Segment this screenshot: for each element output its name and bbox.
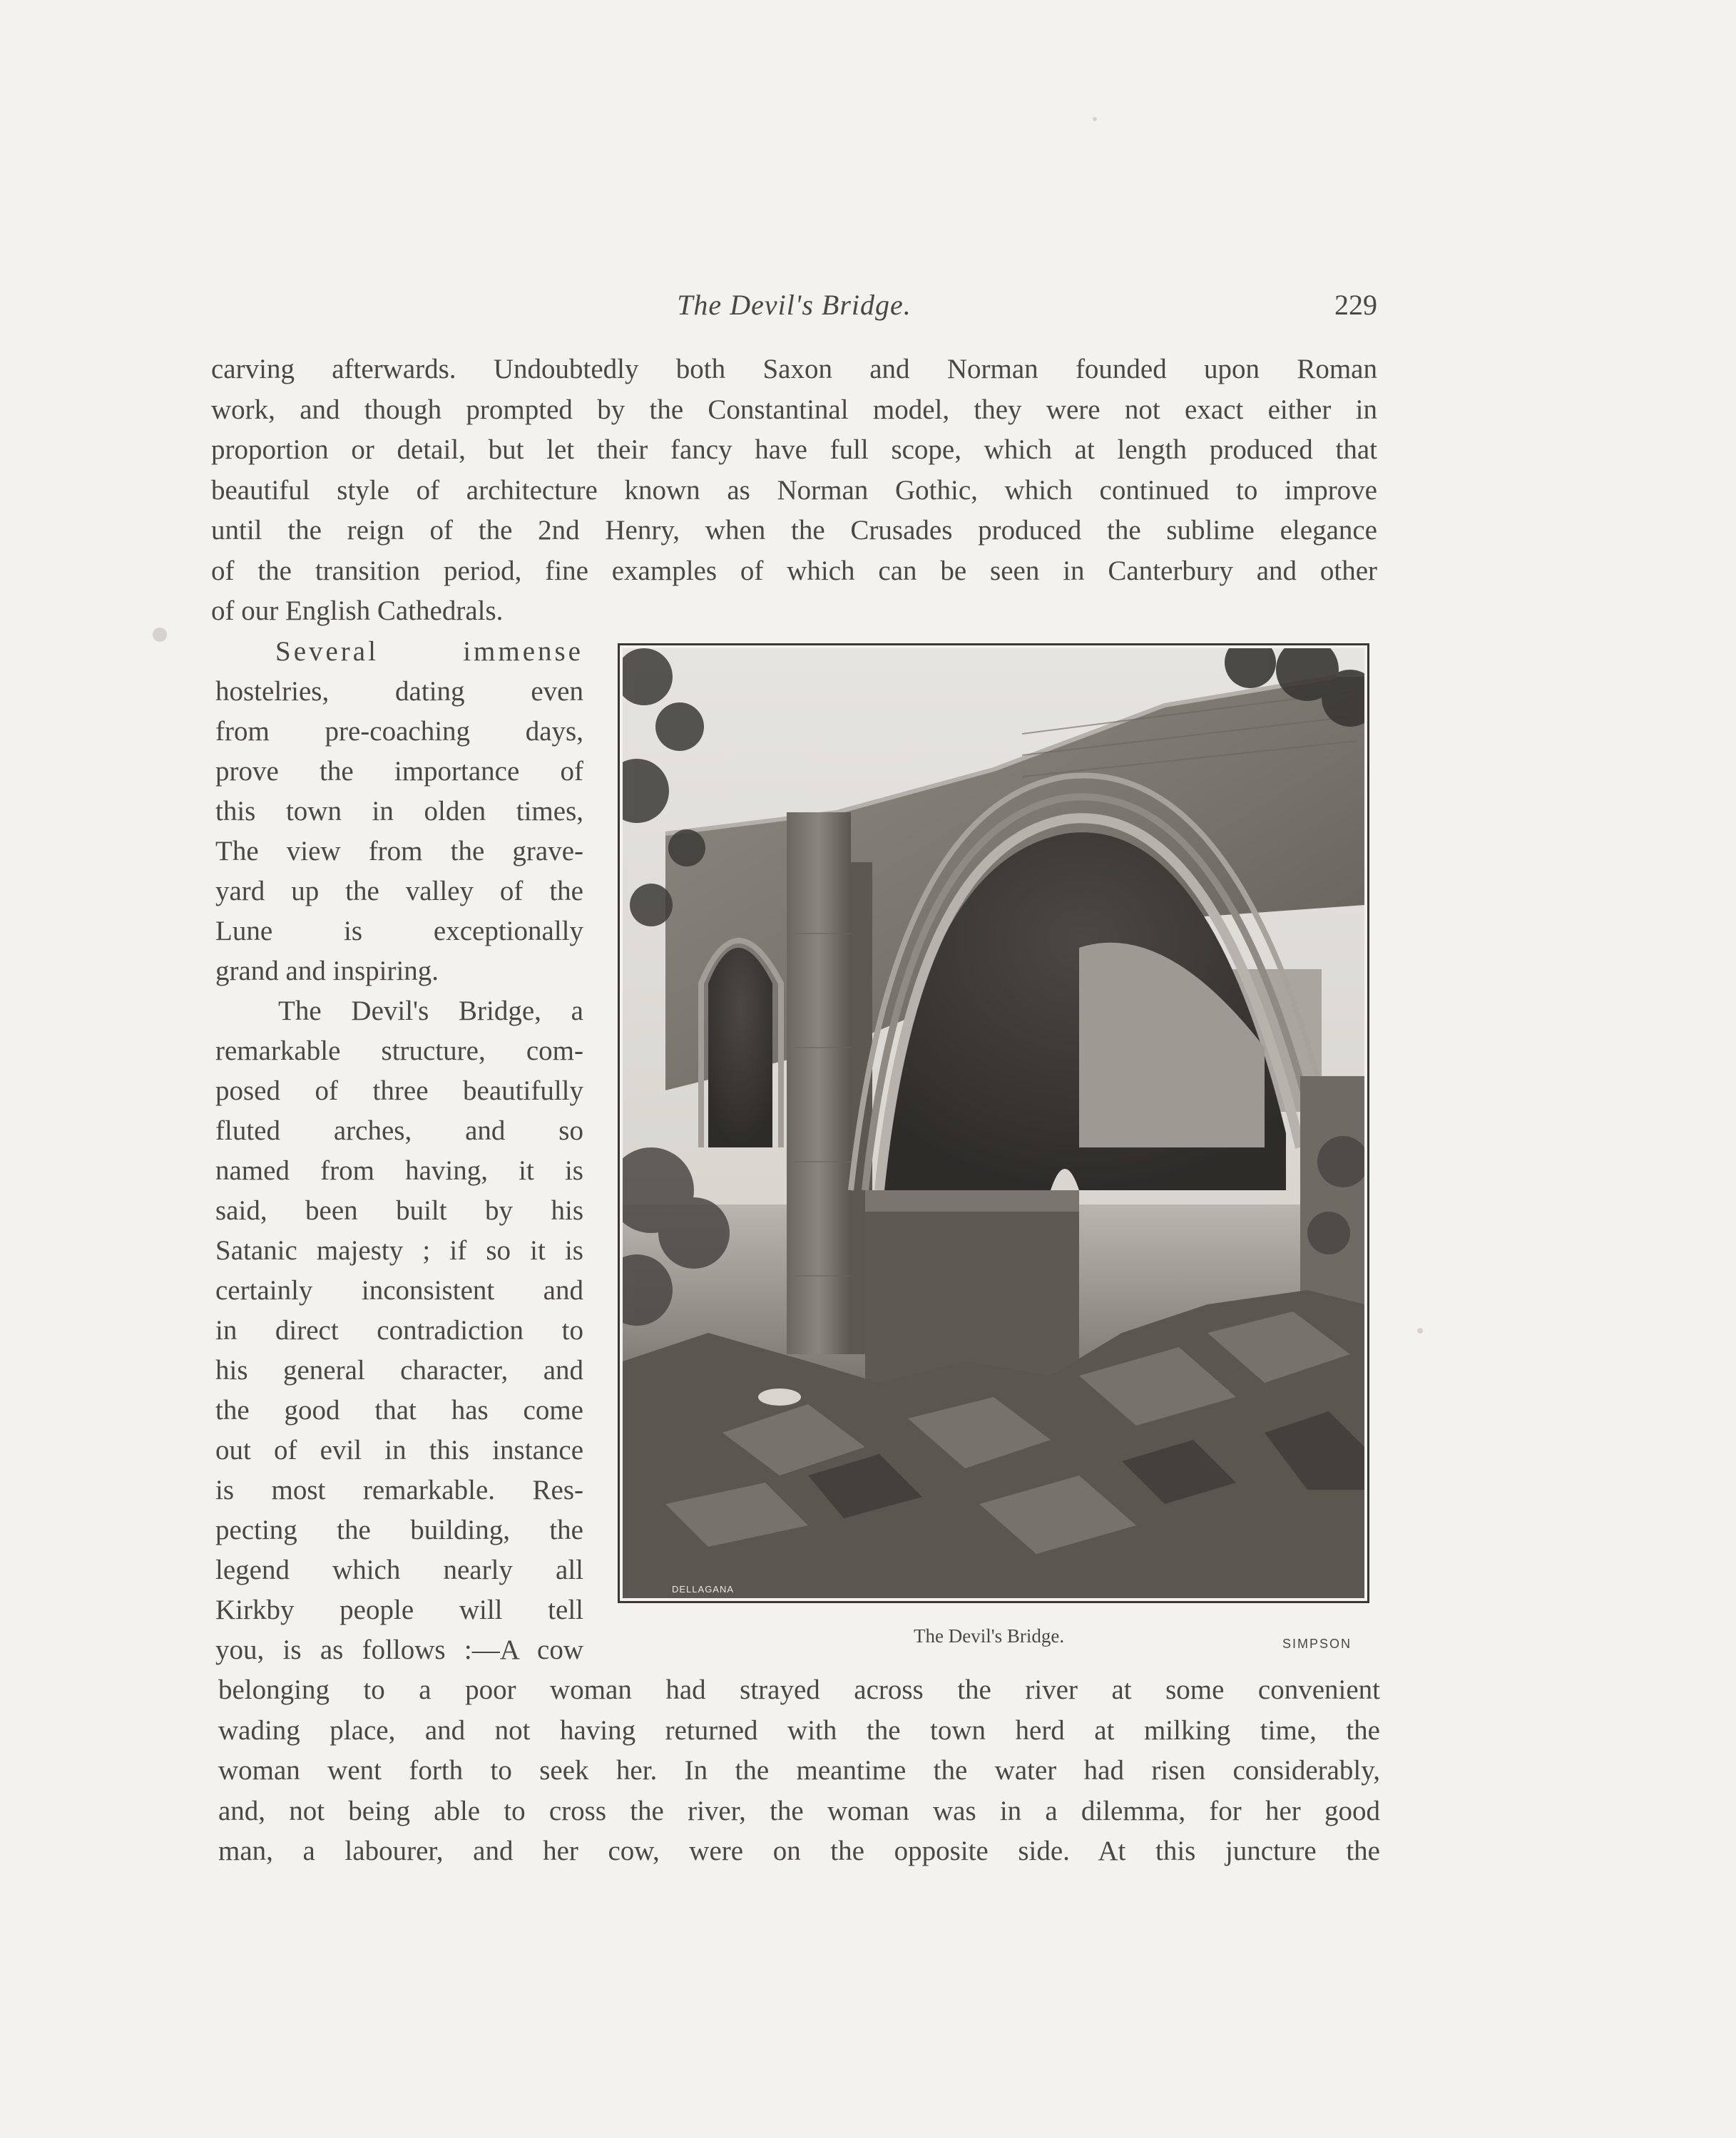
text-line: pecting the building, the [215,1515,583,1545]
text-line: woman went forth to seek her. In the meantime the water had risen considerably, [218,1755,1380,1786]
text-line: yard up the valley of the [215,876,583,906]
text-line: wading place, and not having returned with the town herd at milking time, the [218,1715,1380,1746]
text-line: Kirkby people will tell [215,1595,583,1625]
paper-spot [153,628,167,642]
text-line: Satanic majesty ; if so it is [215,1235,583,1266]
text-line: of the transition period, fine examples of which can be seen in Canterbury and other [211,556,1377,586]
text-line: out of evil in this instance [215,1435,583,1466]
text-line: The view from the grave- [215,836,583,866]
text-line: the good that has come [215,1395,583,1426]
text-line: hostelries, dating even [215,676,583,707]
text-line: in direct contradiction to [215,1315,583,1346]
text-line: certainly inconsistent and [215,1275,583,1306]
text-line: you, is as follows :—A cow [215,1635,583,1665]
text-line: from pre-coaching days, [215,716,583,747]
text-line: Several immense [275,636,583,667]
text-line: said, been built by his [215,1195,583,1226]
text-line: until the reign of the 2nd Henry, when the Crusades produced the sublime elegance [211,515,1377,546]
text-line: remarkable structure, com- [215,1035,583,1066]
text-line: is most remarkable. Res- [215,1475,583,1505]
text-line: posed of three beautifully [215,1075,583,1106]
text-line: prove the importance of [215,756,583,787]
text-line: of our English Cathedrals. [211,595,504,626]
text-line: carving afterwards. Undoubtedly both Saxon and Norman founded upon Roman [211,354,1377,384]
photo-credit: SIMPSON [1282,1637,1352,1651]
bridge-photo-illustration [623,648,1364,1598]
running-title: The Devil's Bridge. [677,289,912,321]
text-line: belonging to a poor woman had strayed across the river at some convenient [218,1674,1380,1705]
figure-caption: The Devil's Bridge. [914,1625,1065,1647]
text-line: and, not being able to cross the river, the woman was in a dilemma, for her good [218,1796,1380,1826]
text-line: man, a labourer, and her cow, were on the opposite side. At this juncture the [218,1836,1380,1866]
paper-spot [1417,1328,1423,1334]
text-line: this town in olden times, [215,796,583,827]
text-line: work, and though prompted by the Constantinal model, they were not exact either in [211,394,1377,425]
text-line: proportion or detail, but let their fancy have full scope, which at length produced that [211,434,1377,465]
running-head [211,288,1377,331]
text-line: named from having, it is [215,1155,583,1186]
text-line: Lune is exceptionally [215,916,583,946]
text-line: The Devil's Bridge, a [278,996,583,1026]
text-line: beautiful style of architecture known as Norman Gothic, which continued to improve [211,475,1377,506]
text-line: his general character, and [215,1355,583,1386]
text-line: legend which nearly all [215,1555,583,1585]
text-line: grand and inspiring. [215,956,439,986]
page-number: 229 [1334,289,1377,321]
engraver-mark: DELLAGANA [672,1584,735,1595]
bridge-photograph [618,643,1369,1603]
text-line: fluted arches, and so [215,1115,583,1146]
paper-spot [1093,117,1097,121]
